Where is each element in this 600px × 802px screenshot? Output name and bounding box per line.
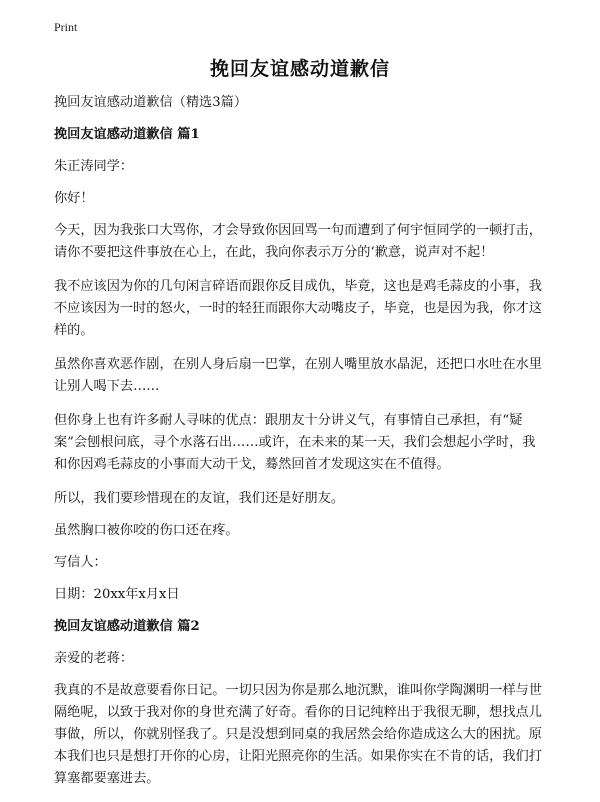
document-subtitle: 挽回友谊感动道歉信（精选3篇）: [54, 95, 248, 110]
section-1-paragraph: 所以，我们要珍惜现在的友谊，我们还是好朋友。: [54, 491, 345, 506]
section-1-paragraph: 今天，因为我张口大骂你，才会导致你因回骂一句而遭到了何宇恒同学的一顿打击，请你不要把这件事放在心上，在此，我向你表示万分的‘歉意，说声对不起！: [54, 223, 542, 260]
section-2-salutation: 亲爱的老蒋：: [54, 651, 134, 666]
section-1-signature: 写信人：: [54, 555, 107, 570]
section-2-heading: 挽回友谊感动道歉信 篇2: [54, 619, 200, 634]
section-1-salutation: 朱正涛同学：: [54, 159, 134, 174]
section-1-paragraph: 虽然胸口被你咬的伤口还在疼。: [54, 523, 239, 538]
section-1-paragraph: 虽然你喜欢恶作剧，在别人身后扇一巴掌，在别人嘴里放水晶泥，还把口水吐在水里让别人喝下去……: [54, 357, 542, 394]
section-1-greeting: 你好！: [54, 191, 94, 206]
document-body: [54, 92, 548, 802]
section-1-paragraph: 我不应该因为你的几句闲言碎语而跟你反目成仇，毕竟，这也是鸡毛蒜皮的小事，我不应该因为一时的怒火，一时的轻狂而跟你大动嘴皮子，毕竟，也是因为我，你才这样的。: [54, 279, 542, 338]
section-1-heading: 挽回友谊感动道歉信 篇1: [54, 127, 200, 142]
section-1: [54, 124, 548, 606]
section-1-paragraph: 但你身上也有许多耐人寻味的优点：跟朋友十分讲义气，有事情自己承担，有“疑案”会刨根问底，寻个水落石出……或许，在未来的某一天，我们会想起小学时，我和你因鸡毛蒜皮的小事而大动干戈，蓦然回首才发现这实在不值得。: [54, 413, 536, 472]
section-1-date: 日期：20xx年x月x日: [54, 587, 180, 602]
section-2-paragraph: 我真的不是故意要看你日记。一切只因为你是那么地沉默，谁叫你学陶渊明一样与世隔绝呢，以致于我对你的身世充满了好奇。看你的日记纯粹出于我很无聊，想找点儿事做，所以，你就别怪我了。只是没想到同桌的我居然会给你造成这么大的困扰。原本我们也只是想打开你的心房，让阳光照亮你的生活。如果你实在不肯的话，我们打算塞都要塞进去。: [54, 683, 542, 786]
print-label: Print: [54, 20, 78, 34]
document-title: 挽回友谊感动道歉信: [209, 58, 390, 80]
section-2: [54, 616, 548, 790]
